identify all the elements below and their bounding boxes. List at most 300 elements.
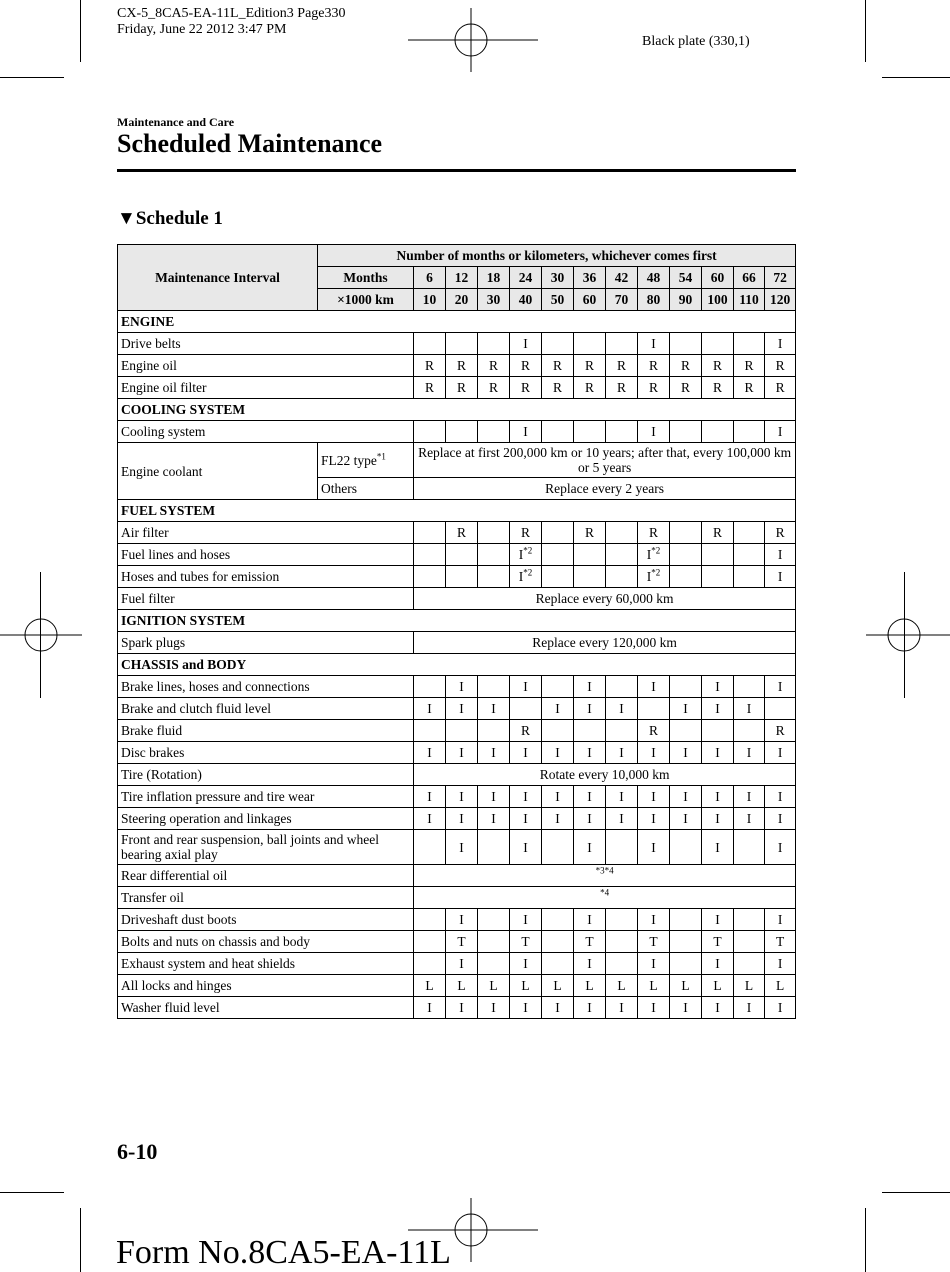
schedule-cell [478, 720, 510, 742]
schedule-cell [670, 355, 702, 377]
months-value: 48 [638, 267, 670, 289]
table-row [118, 865, 796, 887]
schedule-cell [414, 786, 446, 808]
km-value: 50 [542, 289, 574, 311]
schedule-cell [510, 975, 542, 997]
schedule-cell [542, 698, 574, 720]
schedule-cell [446, 698, 478, 720]
cell-value: R [456, 525, 466, 540]
cell-value: I [459, 839, 464, 855]
cell-value: I [459, 679, 464, 694]
category-row [118, 399, 796, 421]
table-row [118, 443, 796, 478]
cell-value: I [651, 839, 656, 855]
schedule-cell [574, 975, 606, 997]
schedule-cell [446, 544, 478, 566]
table-row [118, 698, 796, 720]
cell-value: R [744, 380, 754, 395]
km-value: 70 [606, 289, 638, 311]
cell-value: I [683, 811, 688, 826]
table-row [118, 808, 796, 830]
cell-value: L [457, 978, 466, 993]
schedule-cell [638, 566, 670, 588]
schedule-cell [574, 333, 606, 355]
cell-value: I [715, 811, 720, 826]
cell-value: T [713, 934, 722, 949]
cell-value: I [459, 956, 464, 971]
schedule-cell [638, 975, 670, 997]
table-row [118, 764, 796, 786]
schedule-cell [446, 931, 478, 953]
span-cell: Replace at first 200,000 km or 10 years; after that, every 100,000 km or 5 years [414, 443, 796, 478]
schedule-cell [606, 566, 638, 588]
schedule-cell [542, 355, 574, 377]
cell-value: I [518, 569, 524, 584]
table-row [118, 909, 796, 931]
schedule-cell [765, 808, 796, 830]
cell-value: I [523, 789, 528, 804]
cell-value: I [459, 912, 464, 927]
schedule-cell [574, 830, 606, 865]
schedule-body [118, 311, 796, 1019]
schedule-cell [510, 544, 542, 566]
span-cell [414, 887, 796, 909]
item-label: Air filter [118, 522, 414, 544]
schedule-cell [574, 720, 606, 742]
table-row [118, 975, 796, 997]
schedule-cell [414, 830, 446, 865]
table-row [118, 830, 796, 865]
table-row [118, 931, 796, 953]
schedule-cell [446, 333, 478, 355]
schedule-cell [765, 786, 796, 808]
cell-value: I [459, 701, 464, 716]
cell-value: I [777, 811, 783, 826]
cell-value: I [587, 912, 592, 927]
page-number: 6-10 [117, 1139, 158, 1164]
cell-value: R [584, 525, 594, 540]
schedule-cell [478, 522, 510, 544]
schedule-cell [542, 544, 574, 566]
maintenance-schedule-table [117, 244, 796, 1019]
page-title: Scheduled Maintenance [117, 129, 383, 158]
schedule-cell [510, 698, 542, 720]
table-row [118, 953, 796, 975]
cell-value: I [555, 701, 560, 716]
schedule-cell [510, 720, 542, 742]
title-rule [117, 169, 796, 172]
schedule-cell [446, 421, 478, 443]
schedule-cell [606, 421, 638, 443]
footnote-ref: *1 [376, 451, 386, 461]
months-value: 18 [478, 267, 510, 289]
cell-value: I [587, 679, 592, 694]
table-row [118, 997, 796, 1019]
schedule-cell [734, 997, 765, 1019]
cell-value: I [523, 424, 528, 439]
months-value: 12 [446, 267, 478, 289]
cell-value: I [459, 811, 464, 826]
footnote-ref: *2 [523, 567, 533, 578]
schedule-cell [574, 997, 606, 1019]
cell-value: I [587, 789, 592, 804]
footnote-ref: *2 [523, 545, 533, 556]
schedule-cell [765, 931, 796, 953]
months-value: 6 [414, 267, 446, 289]
cell-value: I [777, 336, 783, 351]
cell-value: I [746, 789, 752, 804]
form-number: Form No.8CA5-EA-11L [116, 1234, 451, 1271]
schedule-cell [606, 355, 638, 377]
schedule-cell [606, 830, 638, 865]
schedule-cell [542, 786, 574, 808]
schedule-cell [734, 544, 765, 566]
cell-value: I [491, 745, 496, 760]
cell-value: I [523, 745, 528, 760]
schedule-cell [670, 377, 702, 399]
cell-value: I [427, 789, 432, 804]
span-cell: Rotate every 10,000 km [414, 764, 796, 786]
cell-value: I [715, 679, 720, 694]
table-row [118, 786, 796, 808]
cell-value: I [777, 839, 783, 855]
cell-value: R [520, 723, 530, 738]
cell-value: I [651, 912, 656, 927]
schedule-cell [510, 931, 542, 953]
cell-value: I [523, 912, 528, 927]
schedule-cell [670, 566, 702, 588]
schedule-cell [478, 975, 510, 997]
cell-value: T [585, 934, 594, 949]
cell-value: I [777, 547, 783, 562]
cell-value: R [712, 380, 722, 395]
schedule-cell [478, 355, 510, 377]
schedule-cell [734, 421, 765, 443]
schedule-cell [446, 997, 478, 1019]
category-row [118, 610, 796, 632]
schedule-cell [702, 786, 734, 808]
schedule-cell [574, 377, 606, 399]
schedule-cell [765, 742, 796, 764]
cell-value: L [585, 978, 594, 993]
schedule-cell [574, 676, 606, 698]
cell-value: I [715, 1000, 720, 1015]
schedule-cell [670, 909, 702, 931]
item-label: Tire (Rotation) [118, 764, 414, 786]
schedule-cell [446, 377, 478, 399]
schedule-cell [478, 333, 510, 355]
item-label: Brake lines, hoses and connections [118, 676, 414, 698]
schedule-cell [670, 676, 702, 698]
schedule-cell [414, 377, 446, 399]
cell-value: L [617, 978, 626, 993]
schedule-cell [414, 720, 446, 742]
schedule-cell [606, 333, 638, 355]
table-row [118, 522, 796, 544]
km-value: 110 [734, 289, 765, 311]
km-value: 100 [702, 289, 734, 311]
form-number-clip [0, 1234, 950, 1272]
cell-value: R [520, 380, 530, 395]
schedule-cell [574, 931, 606, 953]
cell-value: I [619, 811, 624, 826]
cell-value: R [552, 358, 562, 373]
cell-value: R [552, 380, 562, 395]
cell-value: I [651, 1000, 656, 1015]
cell-value: I [715, 839, 720, 855]
schedule-cell [670, 544, 702, 566]
schedule-cell [670, 522, 702, 544]
schedule-cell [702, 421, 734, 443]
span-cell: Replace every 120,000 km [414, 632, 796, 654]
print-file-line: CX-5_8CA5-EA-11L_Edition3 Page330 [117, 6, 346, 21]
schedule-cell [574, 355, 606, 377]
schedule-cell [446, 355, 478, 377]
schedule-cell [765, 975, 796, 997]
table-row [118, 355, 796, 377]
schedule-cell [765, 333, 796, 355]
cell-value: I [683, 1000, 688, 1015]
schedule-cell [638, 676, 670, 698]
schedule-cell [414, 909, 446, 931]
cell-value: R [616, 358, 626, 373]
schedule-cell [542, 808, 574, 830]
cell-value: L [775, 978, 785, 993]
schedule-cell [542, 997, 574, 1019]
category-row [118, 311, 796, 333]
item-label: Bolts and nuts on chassis and body [118, 931, 414, 953]
cell-value: I [746, 1000, 752, 1015]
cell-value: I [651, 745, 656, 760]
schedule-cell [414, 975, 446, 997]
cell-value: I [646, 569, 652, 584]
schedule-cell [734, 698, 765, 720]
cell-value: R [775, 358, 785, 373]
registration-target-icon [408, 8, 538, 72]
km-value: 20 [446, 289, 478, 311]
cell-value: R [424, 358, 434, 373]
cell-value: I [651, 336, 656, 351]
cell-value: I [491, 811, 496, 826]
schedule-cell [478, 931, 510, 953]
schedule-cell [446, 676, 478, 698]
registration-target-icon [0, 605, 82, 665]
schedule-cell [670, 830, 702, 865]
cell-value: I [746, 701, 752, 716]
schedule-cell [446, 830, 478, 865]
cell-value: I [619, 1000, 624, 1015]
schedule-cell [734, 953, 765, 975]
cell-value: I [587, 956, 592, 971]
cell-value: I [619, 701, 624, 716]
km-value: 60 [574, 289, 606, 311]
schedule-cell [734, 676, 765, 698]
item-label: Hoses and tubes for emission [118, 566, 414, 588]
cell-value: I [619, 745, 624, 760]
schedule-cell [510, 742, 542, 764]
schedule-cell [574, 742, 606, 764]
item-label: All locks and hinges [118, 975, 414, 997]
schedule-cell [702, 377, 734, 399]
schedule-heading [117, 208, 223, 230]
cell-value: I [646, 547, 652, 562]
cell-value: I [459, 789, 464, 804]
schedule-cell [446, 566, 478, 588]
schedule-cell [606, 975, 638, 997]
category-heading: IGNITION SYSTEM [118, 610, 796, 632]
cell-value: L [681, 978, 690, 993]
item-label: Brake fluid [118, 720, 414, 742]
schedule-cell [606, 808, 638, 830]
schedule-cell [638, 333, 670, 355]
schedule-cell [702, 544, 734, 566]
item-label: Disc brakes [118, 742, 414, 764]
months-value: 24 [510, 267, 542, 289]
interval-header: Maintenance Interval [118, 245, 318, 311]
coolant-type-others: Others [318, 478, 414, 500]
schedule-cell [765, 421, 796, 443]
schedule-cell [542, 975, 574, 997]
cell-value: I [555, 811, 560, 826]
schedule-cell [765, 566, 796, 588]
schedule-cell [414, 544, 446, 566]
schedule-cell [510, 830, 542, 865]
cell-value: I [777, 679, 783, 694]
schedule-cell [478, 909, 510, 931]
schedule-cell [638, 698, 670, 720]
cell-value: I [777, 912, 783, 927]
cell-value: R [712, 358, 722, 373]
crop-mark [0, 77, 64, 78]
schedule-cell [574, 909, 606, 931]
cell-value: I [587, 811, 592, 826]
crop-mark [865, 0, 866, 62]
schedule-cell [542, 421, 574, 443]
schedule-cell [478, 808, 510, 830]
table-row [118, 566, 796, 588]
months-value: 54 [670, 267, 702, 289]
cell-value: I [523, 679, 528, 694]
item-label: Engine coolant [118, 443, 318, 500]
schedule-cell [414, 676, 446, 698]
footnote-ref: *4 [600, 887, 610, 898]
schedule-cell [414, 698, 446, 720]
schedule-cell [702, 355, 734, 377]
schedule-cell [734, 566, 765, 588]
schedule-cell [414, 742, 446, 764]
cell-value: I [523, 839, 528, 855]
table-row [118, 720, 796, 742]
schedule-cell [510, 997, 542, 1019]
schedule-cell [478, 676, 510, 698]
cell-value: I [715, 701, 720, 716]
schedule-cell [670, 698, 702, 720]
schedule-cell [542, 676, 574, 698]
item-label: Washer fluid level [118, 997, 414, 1019]
schedule-cell [574, 566, 606, 588]
schedule-cell [542, 720, 574, 742]
cell-value: I [715, 789, 720, 804]
schedule-cell [670, 975, 702, 997]
schedule-cell [606, 377, 638, 399]
schedule-cell [765, 377, 796, 399]
cell-value: I [777, 424, 783, 439]
cell-value: I [683, 745, 688, 760]
cell-value: I [715, 912, 720, 927]
schedule-cell [414, 566, 446, 588]
cell-value: I [555, 789, 560, 804]
cell-value: I [427, 745, 432, 760]
item-label: Brake and clutch fluid level [118, 698, 414, 720]
cell-value: I [427, 1000, 432, 1015]
months-value: 66 [734, 267, 765, 289]
footnote-ref: *2 [651, 545, 661, 556]
schedule-cell [765, 720, 796, 742]
cell-value: I [777, 569, 783, 584]
cell-value: I [523, 956, 528, 971]
schedule-cell [702, 333, 734, 355]
schedule-cell [542, 909, 574, 931]
schedule-cell [606, 720, 638, 742]
table-row [118, 421, 796, 443]
schedule-cell [542, 566, 574, 588]
footnote-ref: *3*4 [595, 865, 614, 876]
table-row [118, 742, 796, 764]
months-value: 36 [574, 267, 606, 289]
schedule-cell [478, 377, 510, 399]
cell-value: I [651, 789, 656, 804]
cell-value: R [456, 380, 466, 395]
schedule-cell [510, 377, 542, 399]
schedule-cell [638, 720, 670, 742]
cell-value: T [457, 934, 466, 949]
schedule-cell [702, 676, 734, 698]
schedule-cell [478, 786, 510, 808]
cell-value: I [777, 789, 783, 804]
schedule-cell [638, 522, 670, 544]
schedule-cell [638, 997, 670, 1019]
schedule-cell [702, 698, 734, 720]
schedule-cell [510, 522, 542, 544]
cell-value: R [648, 358, 658, 373]
span-cell: Replace every 2 years [414, 478, 796, 500]
schedule-cell [446, 953, 478, 975]
triangle-down-icon: ▼ [117, 208, 136, 229]
table-row [118, 588, 796, 610]
cell-value: L [553, 978, 562, 993]
km-value: 80 [638, 289, 670, 311]
item-label: Drive belts [118, 333, 414, 355]
schedule-cell [670, 333, 702, 355]
schedule-cell [414, 808, 446, 830]
cell-value: T [521, 934, 530, 949]
schedule-cell [510, 333, 542, 355]
category-heading: ENGINE [118, 311, 796, 333]
schedule-cell [606, 786, 638, 808]
section-label: Maintenance and Care [117, 115, 235, 129]
cell-value: L [489, 978, 498, 993]
cell-value: I [777, 1000, 783, 1015]
schedule-cell [446, 742, 478, 764]
cell-value: I [651, 811, 656, 826]
table-row [118, 887, 796, 909]
cell-value: I [427, 811, 432, 826]
schedule-cell [765, 953, 796, 975]
schedule-cell [765, 544, 796, 566]
schedule-cell [734, 786, 765, 808]
cell-value: I [459, 1000, 464, 1015]
schedule-cell [606, 544, 638, 566]
